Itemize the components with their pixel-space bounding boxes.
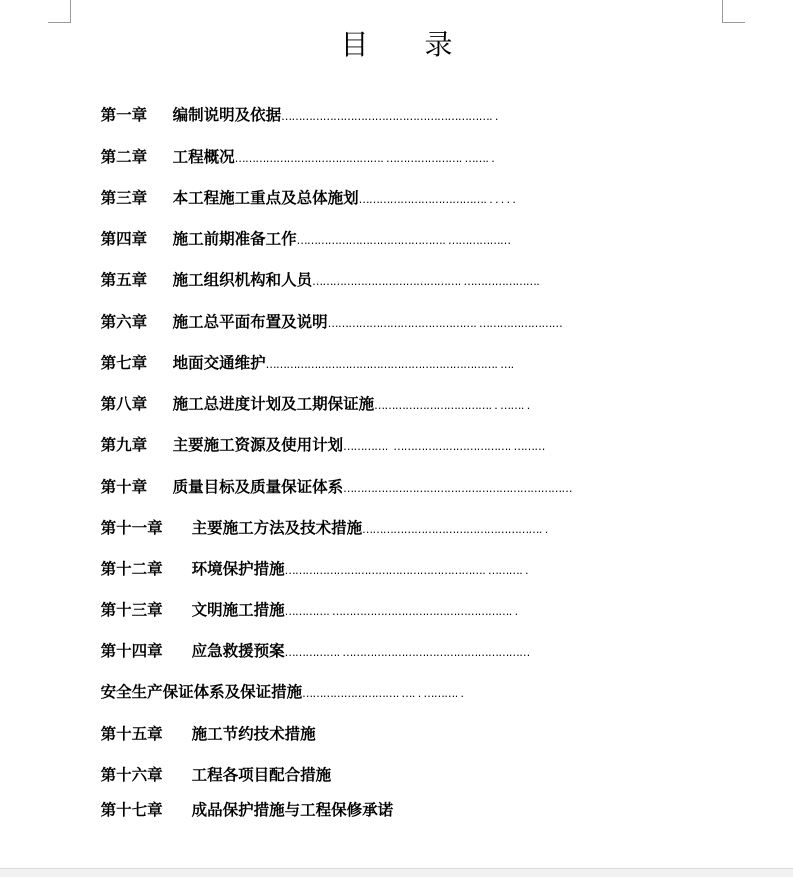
toc-entry: [79, 206, 511, 248]
toc-heading: 施工组织机构和人员: [172, 271, 313, 289]
toc-leader: …………. ……………………………………………. .: [284, 605, 518, 618]
toc-title: 目 录: [340, 28, 453, 61]
toc-chapter-number: 第十章: [100, 478, 148, 496]
toc-leader: …………………………………………………. ………. .: [284, 564, 528, 577]
toc-entry: [79, 618, 530, 660]
toc-entry: [79, 777, 394, 819]
toc-heading: 质量目标及质量保证体系: [172, 478, 344, 496]
toc-leader: ……………………………………. …………………. ……. .: [234, 152, 495, 165]
toc-entry: [79, 701, 316, 743]
toc-chapter-number: 第十一章: [100, 519, 163, 537]
toc-leader: ……………. ………………………………………………: [284, 646, 530, 659]
toc-heading: 工程概况: [172, 148, 235, 166]
toc-heading: 主要施工资源及使用计划: [172, 436, 344, 454]
crop-mark-top-left: [70, 0, 71, 22]
toc-entry: [79, 454, 572, 496]
toc-leader: ……………………………. . ……. .: [374, 399, 530, 412]
toc-chapter-number: 第十二章: [100, 560, 163, 578]
toc-leader: …………………………………………………………. ….: [265, 358, 514, 371]
toc-heading: 成品保护措施与工程保修承诺: [191, 801, 394, 819]
toc-entry: [79, 412, 545, 454]
toc-heading: 文明施工措施: [191, 601, 285, 619]
toc-chapter-number: 第五章: [100, 271, 148, 289]
toc-leader: ……………………………………. ……………………: [327, 317, 563, 330]
toc-chapter-number: 第十四章: [100, 642, 163, 660]
toc-chapter-number: 第四章: [100, 230, 148, 248]
toc-chapter-number: 第六章: [100, 313, 148, 331]
toc-chapter-number: 第十五章: [100, 725, 163, 743]
toc-entry: [79, 577, 518, 619]
toc-chapter-number: 第十六章: [100, 766, 163, 784]
toc-leader: ……………………………………………. .: [362, 523, 548, 536]
toc-heading: 地面交通维护: [172, 354, 266, 372]
page-edge: [0, 868, 793, 869]
toc-heading: 施工节约技术措施: [191, 725, 316, 743]
toc-chapter-number: 第二章: [100, 148, 148, 166]
toc-chapter-number: 第九章: [100, 436, 148, 454]
toc-entry: [79, 247, 540, 289]
toc-leader: ……………………………………. ………………: [296, 234, 511, 247]
toc-leader: ……………………………………………………. .: [281, 110, 498, 123]
toc-leader: ………………………. …. . ………. .: [302, 687, 464, 700]
toc-entry: [79, 659, 464, 701]
toc-heading: 施工前期准备工作: [172, 230, 297, 248]
toc-entry: [79, 330, 514, 372]
toc-chapter-number: 第八章: [100, 395, 148, 413]
toc-chapter-number: 第十三章: [100, 601, 163, 619]
toc-chapter-number: 第三章: [100, 189, 148, 207]
toc-heading: 环境保护措施: [191, 560, 285, 578]
crop-mark-top-right: [722, 0, 723, 22]
toc-entry: [79, 124, 495, 166]
toc-heading: 施工总平面布置及说明: [172, 313, 328, 331]
toc-heading: 施工总进度计划及工期保证施: [172, 395, 375, 413]
toc-heading: 编制说明及依据: [172, 106, 282, 124]
toc-entry: [79, 371, 530, 413]
crop-mark-top-left: [48, 22, 71, 23]
crop-mark-top-right: [722, 22, 745, 23]
toc-heading: 安全生产保证体系及保证措施: [100, 683, 303, 701]
toc-leader: ……………………………………. ………………….: [312, 275, 540, 288]
toc-chapter-number: 第十七章: [100, 801, 163, 819]
toc-leader: ………………………………. . . . . .: [358, 193, 516, 206]
toc-leader: …………………………………………………………: [343, 482, 572, 495]
toc-chapter-number: 第七章: [100, 354, 148, 372]
toc-chapter-number: 第一章: [100, 106, 148, 124]
toc-heading: 应急救援预案: [191, 642, 285, 660]
toc-leader: …………. ……………………………. ………: [343, 440, 545, 453]
toc-heading: 主要施工方法及技术措施: [191, 519, 363, 537]
toc-heading: 本工程施工重点及总体施划: [172, 189, 359, 207]
toc-entry: [79, 82, 498, 124]
toc-entry: [79, 536, 528, 578]
toc-entry: [79, 289, 563, 331]
toc-entry: [79, 165, 516, 207]
toc-heading: 工程各项目配合措施: [191, 766, 332, 784]
toc-entry: [79, 742, 332, 784]
toc-entry: [79, 495, 548, 537]
